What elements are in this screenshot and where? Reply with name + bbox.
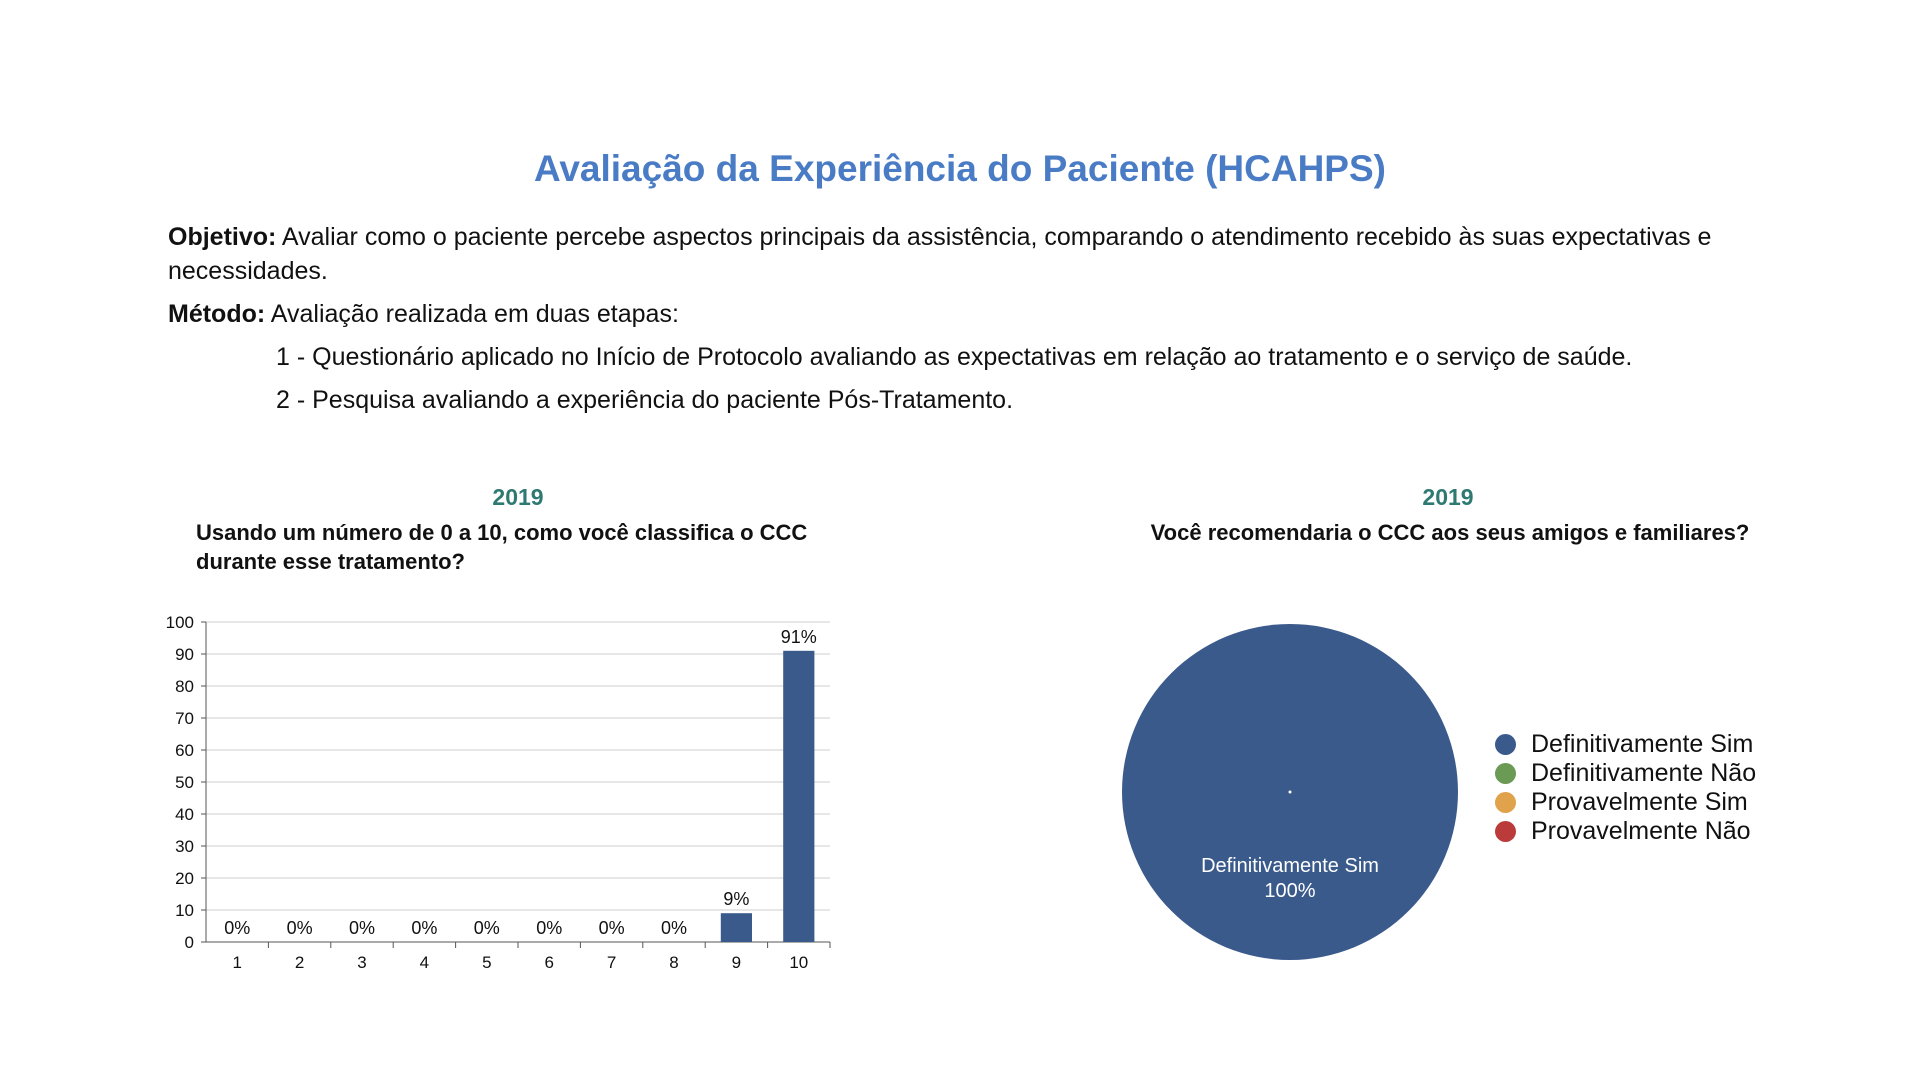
y-tick-label: 20 (175, 869, 194, 888)
method-text: Avaliação realizada em duas etapas: (265, 300, 679, 328)
y-tick-label: 100 (165, 613, 194, 632)
bar (783, 651, 814, 942)
objective-text: Avaliar como o paciente percebe aspectos principais da assistência, comparando o atendimento recebido às suas expectativas e necessidades. (168, 223, 1712, 285)
y-tick-label: 50 (175, 773, 194, 792)
legend-swatch (1495, 792, 1516, 813)
y-tick-label: 0 (184, 933, 194, 952)
y-tick-label: 10 (175, 901, 194, 920)
legend-label: Provavelmente Sim (1531, 788, 1748, 816)
x-tick-label: 8 (669, 953, 679, 972)
bar-data-label: 0% (224, 918, 251, 938)
x-tick-label: 4 (419, 953, 430, 972)
bar-data-label: 0% (660, 918, 688, 938)
y-tick-label: 60 (175, 741, 194, 760)
bar-data-label: 0% (536, 918, 563, 938)
pie-center-dot (1289, 791, 1292, 794)
method-paragraph (168, 297, 1768, 331)
bar-data-label: 0% (411, 918, 438, 938)
bar-data-label: 91% (780, 626, 817, 647)
bar-data-label: 0% (348, 918, 376, 938)
bar (721, 913, 752, 942)
bar-data-label: 0% (473, 918, 500, 938)
y-tick-label: 30 (175, 837, 194, 856)
legend-item (1495, 788, 1756, 817)
bar-chart-title: Usando um número de 0 a 10, como você classifica o CCC durante esse tratamento? (196, 520, 808, 574)
legend-swatch (1495, 763, 1516, 784)
bar-data-label: 0% (286, 918, 313, 938)
x-tick-label: 1 (232, 953, 242, 972)
method-step-2: 2 - Pesquisa avaliando a experiência do paciente Pós-Tratamento. (276, 386, 1014, 414)
bar-data-label: 0% (598, 918, 625, 938)
y-tick-label: 70 (175, 709, 194, 728)
x-tick-label: 6 (544, 953, 554, 972)
x-tick-label: 5 (482, 953, 492, 972)
x-tick-label: 10 (789, 953, 809, 972)
bar-chart (140, 600, 840, 990)
bar-chart-year: 2019 (492, 484, 544, 510)
y-tick-label: 40 (175, 805, 194, 824)
pie-chart-year: 2019 (1422, 484, 1474, 510)
legend-swatch (1495, 821, 1516, 842)
legend-item (1495, 730, 1756, 759)
y-tick-label: 80 (175, 677, 194, 696)
x-tick-label: 7 (606, 953, 617, 972)
objective-label: Objetivo: (168, 223, 277, 251)
legend-swatch (1495, 734, 1516, 755)
legend-item (1495, 759, 1756, 788)
pie-chart (1100, 610, 1480, 980)
method-label: Método: (168, 300, 266, 328)
x-tick-label: 9 (731, 953, 742, 972)
x-tick-label: 2 (294, 953, 305, 972)
legend-label: Definitivamente Sim (1531, 730, 1754, 758)
pie-chart-title: Você recomendaria o CCC aos seus amigos e familiares? (1150, 520, 1750, 545)
pie-slice-value-label: 100% (1264, 880, 1316, 902)
page-title: Avaliação da Experiência do Paciente (HCAHPS) (534, 148, 1386, 189)
x-tick-label: 3 (357, 953, 367, 972)
legend-item (1495, 817, 1756, 846)
pie-slice-label: Definitivamente Sim (1201, 855, 1379, 877)
legend-label: Definitivamente Não (1531, 759, 1757, 787)
pie-legend (1495, 730, 1756, 846)
legend-label: Provavelmente Não (1531, 817, 1751, 845)
objective-paragraph (168, 220, 1768, 288)
bar-data-label: 9% (723, 889, 750, 910)
method-step-1: 1 - Questionário aplicado no Início de Protocolo avaliando as expectativas em relação ao tratamento e o serviço de saúde. (276, 343, 1633, 371)
y-tick-label: 90 (175, 645, 194, 664)
